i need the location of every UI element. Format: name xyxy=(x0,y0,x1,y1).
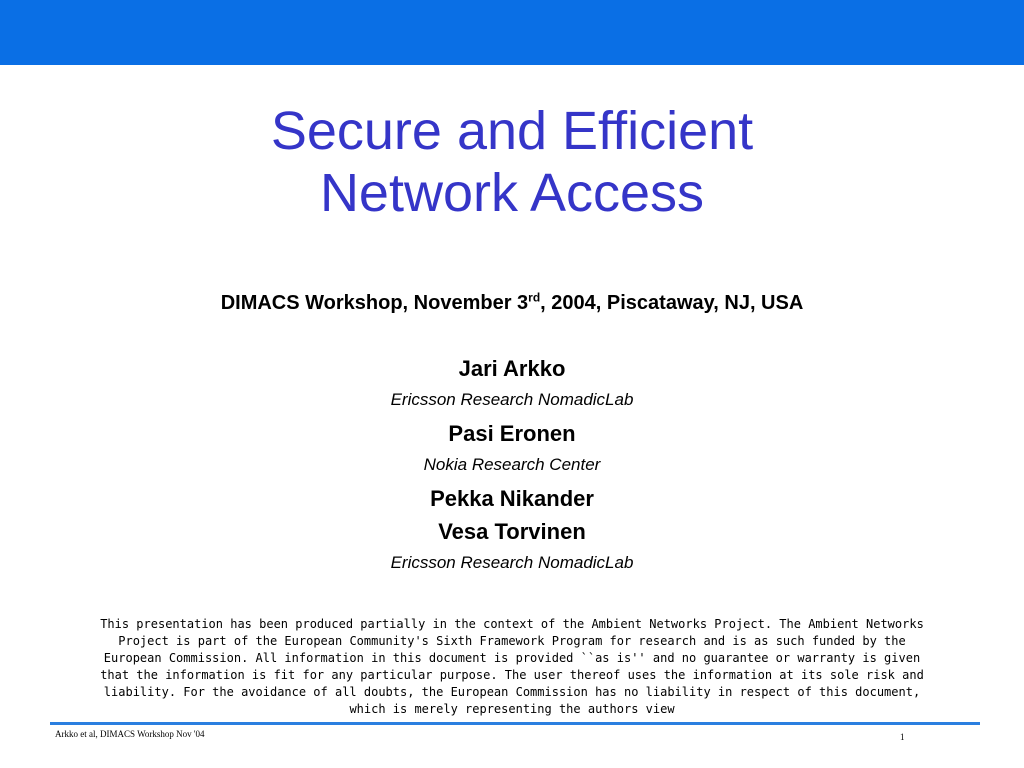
title-line-1: Secure and Efficient xyxy=(270,101,754,161)
author-name: Vesa Torvinen xyxy=(438,519,586,544)
footer-divider xyxy=(50,722,980,725)
subtitle-text-pre: DIMACS Workshop, November 3 xyxy=(220,292,529,314)
author-affiliation: Ericsson Research NomadicLab xyxy=(390,390,634,409)
title-line-2: Network Access xyxy=(319,163,705,223)
subtitle-text-post: , 2004, Piscataway, NJ, USA xyxy=(540,292,804,314)
disclaimer-text xyxy=(20,616,1004,718)
slide-title xyxy=(0,100,1024,224)
author-name: Pekka Nikander xyxy=(430,486,594,511)
disclaimer-line: that the information is fit for any particular purpose. The user thereof uses the information at its sole risk and xyxy=(100,668,924,682)
disclaimer-line: Project is part of the European Community's Sixth Framework Program for research and is as such funded by the xyxy=(118,634,906,648)
author-name: Jari Arkko xyxy=(458,356,566,381)
header-bar xyxy=(0,0,1024,65)
author-affiliation: Nokia Research Center xyxy=(423,455,601,474)
subtitle-superscript: rd xyxy=(528,290,541,305)
disclaimer-line: This presentation has been produced partially in the context of the Ambient Networks Project. The Ambient Networks xyxy=(100,617,924,631)
author-list xyxy=(0,352,1024,580)
footer-citation: Arkko et al, DIMACS Workshop Nov '04 xyxy=(55,729,205,739)
disclaimer-line: European Commission. All information in this document is provided ``as is'' and no guarantee or warranty is given xyxy=(103,651,921,665)
author-affiliation: Ericsson Research NomadicLab xyxy=(390,553,634,572)
disclaimer-line: liability. For the avoidance of all doubts, the European Commission has no liability in respect of this document, xyxy=(103,685,921,699)
slide-subtitle xyxy=(0,290,1024,316)
disclaimer-line: which is merely representing the authors view xyxy=(349,702,675,716)
page-number: 1 xyxy=(900,732,905,742)
author-name: Pasi Eronen xyxy=(448,421,576,446)
